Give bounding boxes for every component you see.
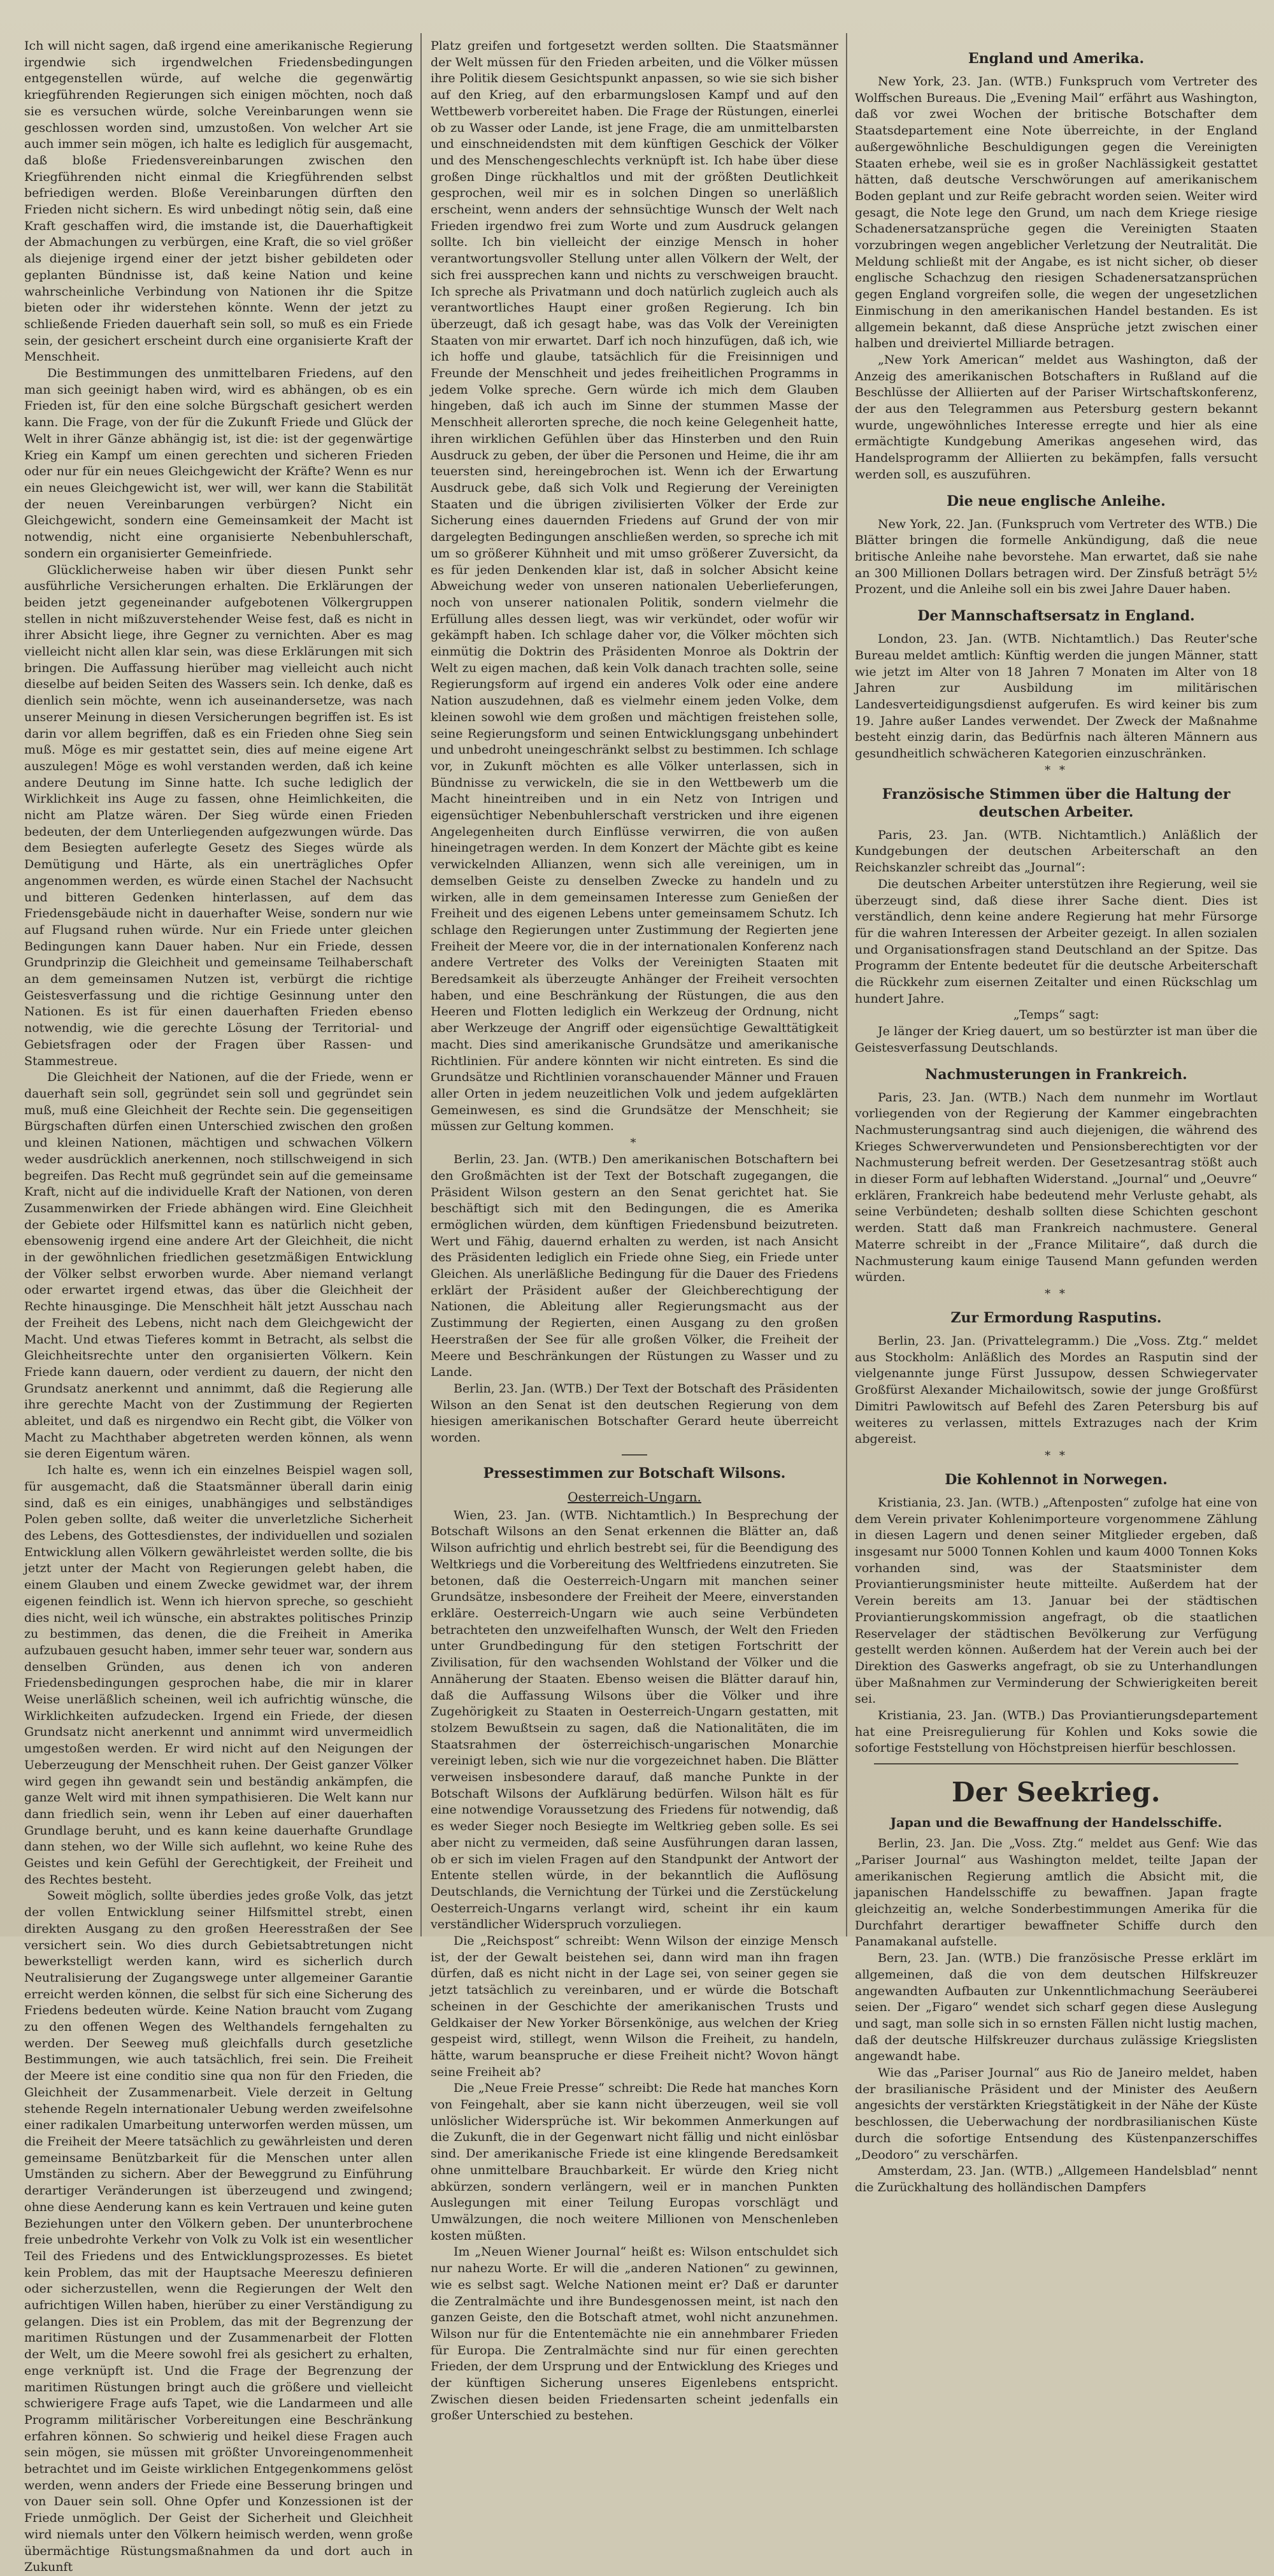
section-heading-england-amerika: England und Amerika. (968, 50, 1145, 67)
news-item: Im „Neuen Wiener Journal“ heißt es: Wilson entschuldet sich nur nahezu Worte. Er will die „anderen Nationen“ zu gewinnen, wie es selbst sagt. Welche Nationen meint er? Daß er darunter die Zentralmächte und ihre Bundesgenossen meint, ist nach den ganzen Geiste, den die Botschaft atmet, wohl nicht anzunehmen. Wilson nur für die Ententemächte nie ein annehmbarer Frieden für Europa. Die Zentralmächte sind nur für einen gerechten Frieden, der dem Ursprung und der Entwicklung des Krieges und der künftigen Sicherung unseres Eigenlebens entspricht. Zwischen diesen beiden Friedensarten scheint jedenfalls ein großer Unterschied zu bestehen. (431, 2245, 838, 2423)
paragraph: Glücklicherweise haben wir über diesen Punkt sehr ausführliche Versicherungen erhalten. Die Erklärungen der beiden jetzt gegeneinander aufgebotenen Völkergruppen stellen in nicht mißzuverstehender Weise fest, daß es nicht in ihrer Absicht liege, ihre Gegner zu vernichten. Aber es mag vielleicht nicht allen klar sein, was diese Erklärungen mit sich bringen. Die Auffassung hierüber mag vielleicht auch nicht dieselbe auf beiden Seiten des Wassers sein. Ich denke, daß es dienlich sein möchte, wenn ich auseinandersetze, was nach unserer Meinung in diesen Versicherungen begriffen ist. Es ist darin vor allem begriffen, daß es ein Frieden ohne Sieg sein muß. Möge es mir gestattet sein, dies auf meine eigene Art auszulegen! Möge es wohl verstanden werden, daß ich keine andere Deutung im Sinne hatte. Ich suche lediglich der Wirklichkeit ins Auge zu fassen, ohne Heimlichkeiten, die nicht am Platze wären. Der Sieg würde einen Frieden bedeuten, der dem Unterliegenden aufgezwungen würde. Das dem Besiegten auferlegte Gesetz des Sieges würde als Demütigung und Härte, als ein unerträgliches Opfer angenommen werden, es würde einen Stachel der Nachsucht und bitteren Gedenken hinterlassen, auf dem das Friedensgebäude nicht in dauerhafter Weise, sondern nur wie auf Flugsand ruhen würde. Nur ein Friede unter gleichen Bedingungen kann Dauer haben. Nur ein Friede, dessen Grundprinzip die Gleichheit und gemeinsame Teilhaberschaft an dem gemeinsamen Nutzen ist, verbürgt die richtige Geistesverfassung und die richtige Gesinnung unter den Nationen. Es ist für einen dauerhaften Frieden ebenso notwendig, wie die gerechte Lösung der Territorial- und Gebietsfragen oder der Fragen über Rassen- und Stammestreue. (24, 562, 413, 1068)
section-heading-mannschaftsersatz: Der Mannschaftsersatz in England. (917, 608, 1195, 625)
news-item: Wie das „Pariser Journal“ aus Rio de Janeiro meldet, haben der brasilianische Präsident und der Minister des Aeußern angesichts der verstärkten Kriegstätigkeit in der Nähe der Küste beschlossen, die Ueberwachung der nordbrasilianischen Küste durch die sofortige Entsendung des Küstenpanzerschiffes „Deodoro“ zu verschärfen. (855, 2066, 1257, 2162)
column-rule-left (420, 33, 422, 1936)
news-item: New York, 23. Jan. (WTB.) Funkspruch vom Vertreter des Wolffschen Bureaus. Die „Evening Mail“ erfährt aus Washington, daß vor zwei Wochen der britische Botschafter dem Staatsdepartement eine Note überreichte, in der England außergewöhnliche Beschuldigungen gegen die Vereinigten Staaten erhebe, weil sie es in großer Nachlässigkeit gestattet hätten, daß deutsche Verschwörungen auf amerikanischem Boden geplant und zur Reife gebracht worden seien. Weiter wird gesagt, die Note lege den Grund, um nach dem Kriege riesige Schadenersatzansprüche gegen die Vereinigten Staaten vorzubringen wegen angeblicher Verletzung der Neutralität. Die Meldung schließt mit der Angabe, es ist nicht sicher, ob dieser englische Schachzug den riesigen Schadenersatzansprüchen gegen England vorgreifen solle, die wegen der ungesetzlichen Einmischung in den amerikanischen Handel bestanden. Es ist allgemein bekannt, daß diese Ansprüche jetzt zwischen einer halben und dreiviertel Milliarde betragen. (855, 75, 1257, 351)
news-item: Paris, 23. Jan. (WTB.) Nach dem nunmehr im Wortlaut vorliegenden von der Regierung der Kammer eingebrachten Nachmusterungsantrag sind auch diejenigen, die während des Krieges Schwerverwundeten und Pensionsberechtigten vor der Nachmusterung befreit werden. Der Gesetzesantrag stößt auch in dieser Form auf lebhaften Widerstand. „Journal“ und „Oeuvre“ erklären, Frankreich habe bedeutend mehr Verluste gehabt, als seine Verbündeten; deshalb sollten diese Schichten geschont werden. Statt daß man Frankreich nachmustere. General Materre schreibt in der „France Militaire“, daß durch die Nachmusterung kaum einige Tausend Mann gefunden werden würden. (855, 1090, 1257, 1285)
subheading-oesterreich: Oesterreich-Ungarn. (568, 1489, 701, 1505)
news-item: London, 23. Jan. (WTB. Nichtamtlich.) Das Reuter'sche Bureau meldet amtlich: Künftig werden die jungen Männer, statt wie jetzt im Alter von 18 Jahren 7 Monaten im Alter von 18 Jahren zur Ausbildung im militärischen Landesverteidigungsdienst aufgerufen. Es wird keiner bis zum 19. Jahre außer Landes verwendet. Der Zweck der Maßnahme besteht einzig darin, das Bedürfnis nach älteren Männern aus gesundheitlich schwächeren Kategorien einzuschränken. (855, 632, 1257, 761)
news-item: Berlin, 23. Jan. Die „Voss. Ztg.“ meldet aus Genf: Wie das „Pariser Journal“ aus Washington meldet, teilte Japan der amerikanischen Regierung amtlich die Absicht mit, die japanischen Handelsschiffe zu bewaffnen. Japan fragte gleichzeitig an, welche Sonderbestimmungen Amerika für die Durchfahrt derartiger bewaffneter Schiffe durch den Panamakanal aufstelle. (855, 1836, 1257, 1949)
paragraph: Ich will nicht sagen, daß irgend eine amerikanische Regierung irgendwie sich irgendwelchen Friedensbedingungen entgegenstellen würde, auf welche die gegenwärtig kriegführenden Regierungen sich einigen möchten, noch daß sie es versuchen würde, solche Vereinbarungen wenn sie geschlossen worden sind, umzustoßen. Von welcher Art sie auch immer sein mögen, ich halte es lediglich für ausgemacht, daß bloße Friedensvereinbarungen zwischen den Kriegführenden nicht einmal die Kriegführenden selbst befriedigen werden. Bloße Vereinbarungen dürften den Frieden nicht sichern. Es wird unbedingt nötig sein, daß eine Kraft geschaffen wird, die imstande ist, die Dauerhaftigkeit der Abmachungen zu verbürgen, eine Kraft, die so viel größer als diejenige irgend einer der jetzt bisher gebildeten oder geplanten Bündnisse ist, daß keine Nation und keine wahrscheinliche Verbindung von Nationen ihr die Spitze bieten oder ihr widerstehen könnte. Wenn der jetzt zu schließende Frieden dauerhaft sein soll, so muß es ein Friede sein, der gesichert erscheint durch eine organisierte Kraft der Menschheit. (24, 39, 413, 364)
quote-source: „Temps“ sagt: (1013, 1008, 1099, 1022)
news-item: Kristiania, 23. Jan. (WTB.) „Aftenposten“ zufolge hat eine von dem Verein privater Kohlenimporteure vorgenommene Zählung in diesen Lagern und denen seiner Mitglieder ergeben, daß insgesamt nur 5000 Tonnen Kohlen und kaum 4000 Tonnen Koks vorhanden sind, was der Staatsminister dem Proviantierungsminister heute mitteilte. Außerdem hat der Verein bereits am 13. Januar bei der städtischen Proviantierungskommission angefragt, ob die staatlichen Reservelager der städtischen Bevölkerung zur Verfügung gestellt werden können. Außerdem hat der Verein auch bei der Direktion des Gaswerks angefragt, ob sie zu Unterhandlungen über Maßnahmen zur Verminderung der Schwierigkeiten bereit sei. (855, 1495, 1257, 1707)
column-rule-right (846, 33, 847, 1936)
news-item: Wien, 23. Jan. (WTB. Nichtamtlich.) In Besprechung der Botschaft Wilsons an den Senat erkennen die Blätter an, daß Wilson aufrichtig und ehrlich bestrebt sei, für die Beendigung des Weltkriegs und die Vorbereitung des Weltfriedens einzutreten. Sie betonen, daß die Oesterreich-Ungarn mit manchen seiner Grundsätze, insbesondere der Freiheit der Meere, einverstanden erkläre. Oesterreich-Ungarn wie auch seine Verbündeten betrachteten den unzweifelhaften Wunsch, der Welt den Frieden unter Grundbedingung für den stetigen Fortschritt der Zivilisation, für den wachsenden Wohlstand der Völker und die Annäherung der Staaten. Ebenso weisen die Blätter darauf hin, daß die Auffassung Wilsons über die Völker und ihre Zugehörigkeit zu Staaten in Oesterreich-Ungarn gestatten, mit stolzem Bewußtsein zu sagen, daß die Nationalitäten, die im Staatsrahmen der österreichisch-ungarischen Monarchie vereinigt leben, sich wie nur die vorgezeichnet haben. Die Blätter verweisen insbesondere darauf, daß manche Punkte in der Botschaft Wilsons der Aufklärung bedürfen. Wilson hält es für eine notwendige Voraussetzung des Friedens für notwendig, daß es weder Sieger noch Besiegte im Weltkrieg geben solle. Es sei aber nicht zu vermeiden, daß seine Ausführungen daran lassen, ob er sich im vielen Fragen auf den Standpunkt der Antwort der Entente stellen würde, in der bekanntlich die Auflösung Deutschlands, die Vernichtung der Türkei und die Zerstückelung Oesterreich-Ungarns verlangt wird, scheint ihr ein kaum verständlicher Widerspruch vorzuliegen. (431, 1508, 838, 1932)
section-heading-pressestimmen: Pressestimmen zur Botschaft Wilsons. (483, 1464, 786, 1482)
paragraph: Soweit möglich, sollte überdies jedes große Volk, das jetzt der vollen Entwicklung seiner Hilfsmittel strebt, einen direkten Ausgang zu den großen Heeresstraßen der See versichert sein. Wo dies durch Gebietsabtretungen nicht bewerkstelligt werden kann, wird es sicherlich durch Neutralisierung der Zugangswege unter allgemeiner Garantie erreicht werden können, die selbst für sich eine Sicherung des Friedens bedeuten würde. Keine Nation braucht vom Zugang zu den offenen Wegen des Welthandels ferngehalten zu werden. Der Seeweg muß gleichfalls durch gesetzliche Bestimmungen, wie auch tatsächlich, frei sein. Die Freiheit der Meere ist eine conditio sine qua non für den Frieden, die Gleichheit der Zusammenarbeit. Viele derzeit in Geltung stehende Regeln internationaler Uebung werden zweifelsohne einer radikalen Umarbeitung unterworfen werden müssen, um die Freiheit der Meere tatsächlich zu gewährleisten und deren gemeinsame Benützbarkeit für die Menschen unter allen Umständen zu sichern. Aber der Beweggrund zu Einführung derartiger Veränderungen ist überzeugend und zwingend; ohne diese Aenderung kann es kein Vertrauen und keine guten Beziehungen unter den Völkern geben. Der ununterbrochene freie unbedrohte Verkehr von Volk zu Volk ist ein wesentlicher Teil des Friedens und des Entwicklungsprozesses. Es bietet kein Problem, das mit der Hauptsache Meereszu definieren oder sicherzustellen, wenn die Regierungen der Welt den aufrichtigen Willen haben, hierüber zu einer Verständigung zu gelangen. Dies ist ein Problem, das mit der Begrenzung der maritimen Rüstungen und der Zusammenarbeit der Flotten der Welt, um die Meere sowohl frei als gesichert zu erhalten, enge verknüpft ist. Und die Frage der Begrenzung der maritimen Rüstungen bringt auch die größere und vielleicht schwierigere Frage aufs Tapet, wie die Landarmeen und alle Programm militärischer Vorbereitungen eine Beschränkung erfahren können. So schwierig und heikel diese Fragen auch sein mögen, sie müssen mit größter Unvoreingenommenheit betrachtet und im Geiste wirklichen Entgegenkommens gelöst werden, wenn anders der Friede eine Besserung bringen und von Dauer sein soll. Ohne Opfer und Konzessionen ist der Friede unmöglich. Der Geist der Sicherheit und Gleichheit wird niemals unter den Völkern heimisch werden, wenn große übermächtige Rüstungsmaßnahmen da und dort auch in Zukunft (24, 1889, 413, 2575)
section-heading-anleihe: Die neue englische Anleihe. (947, 492, 1166, 510)
column-middle (431, 38, 838, 2423)
paragraph: Platz greifen und fortgesetzt werden sollten. Die Staatsmänner der Welt müssen für den Frieden arbeiten, und die Völker müssen ihre Politik diesem Gesichtspunkt anpassen, so wie sie sich bisher auf den Krieg, auf den erbarmungslosen Kampf und auf den Wettbewerb vorbereitet haben. Die Frage der Rüstungen, einerlei ob zu Wasser oder Lande, ist jene Frage, die am unmittelbarsten und einschneidendsten mit dem künftigen Geschick der Völker und des Menschengeschlechts verknüpft ist. Ich habe über diese großen Dinge rückhaltlos und mit der größten Deutlichkeit gesprochen, weil mir es in solchen Dingen so unerläßlich erscheint, wenn anders der sehnsüchtige Wunsch der Welt nach Frieden irgendwo frei zum Worte und zum Ausdruck gelangen sollte. Ich bin vielleicht der einzige Mensch in hoher verantwortungsvoller Stellung unter allen Völkern der Welt, der sich frei aussprechen kann und nichts zu verschweigen braucht. Ich spreche als Privatmann und doch natürlich zugleich auch als verantwortliches Haupt einer großen Regierung. Ich bin überzeugt, daß ich gesagt habe, was das Volk der Vereinigten Staaten von mir erwartet. Darf ich noch hinzufügen, daß ich, wie ich hoffe und glaube, tatsächlich für die Freisinnigen und Freunde der Menschheit und jedes freiheitlichen Programms in jedem Volke spreche. Gern würde ich mich dem Glauben hingeben, daß ich auch im Sinne der stummen Masse der Menschheit allerorten spreche, die noch keine Gelegenheit hatte, ihren wirklichen Gefühlen über das Hinsterben und den Ruin Ausdruck zu geben, der über die Personen und Heime, die ihr am teuersten sind, hereingebrochen ist. Wenn ich der Erwartung Ausdruck gebe, daß sich Volk und Regierung der Vereinigten Staaten und die übrigen zivilisierten Völker der Erde zur Sicherung eines dauernden Friedens auf Grund der von mir dargelegten Bedingungen anschließen werden, so spreche ich mit um so größerer Kühnheit und mit umso größerer Zuversicht, da es für jeden Denkenden klar ist, daß in solcher Absicht keine Abweichung weder von unseren nationalen Ueberlieferungen, noch von unserer nationalen Politik, sondern vielmehr die Erfüllung alles dessen liegt, was wir verkündet, oder wofür wir gekämpft haben. Ich schlage daher vor, die Völker möchten sich einmütig die Doktrin des Präsidenten Monroe als Doktrin der Welt zu eigen machen, daß kein Volk danach trachten solle, seine Regierungsform auf irgend ein anderes Volk oder eine andere Nation auszudehnen, daß es vielmehr einem jeden Volke, dem kleinen sowohl wie dem großen und mächtigen freistehen solle, seine Regierungsform und seinen Entwicklungsgang unbehindert und unbedroht uneingeschränkt selbst zu bestimmen. Ich schlage vor, in Zukunft möchten es alle Völker unterlassen, sich in Bündnisse zu verwickeln, die sie in den Wettbewerb um die Macht hineintreiben und in ein Netz von Intrigen und eigensüchtiger Nebenbuhlerschaft verstricken und ihre eigenen Angelegenheiten durch Einflüsse verwirren, die von außen hineingetragen werden. In dem Konzert der Mächte gibt es keine verwickelnden Allianzen, wenn sich alle vereinigen, um in demselben Geiste zu denselben Zwecke zu handeln und zu wirken, alle in dem gemeinsamen Interesse zum Genießen der Freiheit und des eigenen Lebens unter gemeinsamem Schutz. Ich schlage den Regierungen unter Zustimmung der Regierten jene Freiheit der Meere vor, die in der internationalen Konferenz nach andere Vertreter des Volks der Vereinigten Staaten mit Beredsamkeit als überzeugte Anhänger der Freiheit versochten haben, und eine Beschränkung der Rüstungen, die aus den Heeren und Flotten lediglich ein Werkzeug der Ordnung, nicht aber Werkzeuge der Angriff oder eigensüchtige Gewalttätigkeit macht. Dies sind amerikanische Grundsätze und amerikanische Richtlinien. Für andere könnten wir nicht eintreten. Es sind die Grundsätze und Richtlinien voranschauender Männer und Frauen aller Orten in jedem neuzeitlichen Volk und jedem aufgeklärten Gemeinwesen, es sind die Grundsätze der Menschheit; sie müssen zur Geltung kommen. (431, 39, 838, 1134)
news-item: Je länger der Krieg dauert, um so bestürzter ist man über die Geistesverfassung Deutschlands. (855, 1024, 1257, 1055)
column-left (24, 38, 413, 2575)
news-item: Bern, 23. Jan. (WTB.) Die französische Presse erklärt im allgemeinen, daß die von dem deutschen Hilfskreuzer angewandten Aufbauten zur Unkenntlichmachung Seeräuberei seien. Der „Figaro“ wendet sich scharf gegen diese Auslegung und sagt, man solle sich in so ernsten Fällen nicht lustig machen, daß der deutsche Hilfskreuzer durchaus zulässige Kriegslisten angewandt habe. (855, 1951, 1257, 2064)
news-item: „New York American“ meldet aus Washington, daß der Anzeig des amerikanischen Botschafters in Rußland auf die Beschlüsse der Alliierten auf der Pariser Wirtschaftskonferenz, der aus den Telegrammen aus Petersburg gestern bekannt wurde, ungewöhnliches Interesse erregte und hier als eine ermächtigte Kundgebung Amerikas angesehen wird, das Handelsprogramm der Alliierten zu bekämpfen, falls versucht werden soll, es auszuführen. (855, 352, 1257, 482)
paragraph: Ich halte es, wenn ich ein einzelnes Beispiel wagen soll, für ausgemacht, daß die Staatsmänner überall darin einig sind, daß es ein einiges, unabhängiges und selbständiges Polen geben sollte, daß weiter die unverletzliche Sicherheit des Lebens, des Gottesdienstes, der individuellen und sozialen Entwicklung allen Völkern gewährleistet werden sollte, die bis jetzt unter der Macht von Regierungen gelebt haben, die einem Glauben und einem Zwecke gewidmet war, der ihrem eigenen feindlich ist. Wenn ich hiervon spreche, so geschieht dies nicht, weil ich wünsche, ein abstraktes politisches Prinzip zu bestimmen, das denen, die die Freiheit in Amerika aufzubauen gesucht haben, immer sehr teuer war, sondern aus denselben Gründen, aus denen ich von anderen Friedensbedingungen gesprochen habe, die mir in klarer Weise unerläßlich scheinen, weil ich aufrichtig wünsche, die Wirklichkeiten aufzudecken. Irgend ein Friede, der diesen Grundsatz nicht anerkennt und annimmt wird unvermeidlich umgestoßen werden. Er wird nicht auf den Neigungen der Ueberzeugung der Menschheit ruhen. Der Geist ganzer Völker wird gegen ihn gewandt sein und beständig ankämpfen, die ganze Welt wird mit ihnen sympathisieren. Die Welt kann nur dann friedlich sein, wenn ihr Leben auf einer dauerhaften Grundlage beruht, und es kann keine dauerhafte Grundlage dann stehen, wo der Wille sich auflehnt, wo keine Ruhe des Geistes und kein Gefühl der Gerechtigkeit, der Freiheit und des Rechtes besteht. (24, 1463, 413, 1887)
separator-mark: * * (1045, 763, 1068, 777)
separator-mark: * * (1045, 1287, 1068, 1301)
news-item: Berlin, 23. Jan. (Privattelegramm.) Die „Voss. Ztg.“ meldet aus Stockholm: Anläßlich des Mordes an Rasputin sind der vielgenannte junge Fürst Jussupow, dessen Schwiegervater Großfürst Alexander Michailowitsch, sowie der junge Großfürst Dimitri Pawlowitsch auf Befehl des Zaren Petersburg bis auf weiteres zu verlassen, mittels Extrazuges nach der Krim abgereist. (855, 1334, 1257, 1447)
news-item: Die deutschen Arbeiter unterstützen ihre Regierung, weil sie überzeugt sind, daß diese ihrer Sache dient. Dies ist verständlich, denn keine andere Regierung hat mehr Fürsorge für die wahren Interessen der Arbeiter gezeigt. In allen sozialen und Organisationsfragen stand Deutschland an der Spitze. Das Programm der Entente bedeutet für die deutsche Arbeiterschaft die Rückkehr zum eisernen Zeitalter und einen Rückschlag um hundert Jahre. (855, 877, 1257, 1006)
divider (622, 1454, 647, 1456)
section-heading-franzoesische-stimmen: Französische Stimmen über die Haltung der deutschen Arbeiter. (882, 785, 1231, 820)
section-heading-kohlennot: Die Kohlennot in Norwegen. (945, 1471, 1168, 1488)
column-right (855, 45, 1257, 2194)
divider (874, 1763, 1238, 1764)
separator-mark: * * (1045, 1449, 1068, 1463)
separator-mark: * (630, 1136, 639, 1150)
section-heading-nachmusterungen: Nachmusterungen in Frankreich. (925, 1066, 1187, 1083)
section-heading-seekrieg: Der Seekrieg. (951, 1777, 1161, 1808)
news-item: Kristiania, 23. Jan. (WTB.) Das Proviantierungsdepartement hat eine Preisregulierung für Kohlen und Koks sowie die sofortige Feststellung von Höchstpreisen hierfür beschlossen. (855, 1708, 1257, 1756)
news-item: Berlin, 23. Jan. (WTB.) Den amerikanischen Botschaftern bei den Großmächten ist der Text der Botschaft zugegangen, die Präsident Wilson gestern an den Senat gerichtet hat. Sie beschäftigt sich mit den Bedingungen, die es Amerika ermöglichen würden, dem künftigen Friedensbund beizutreten. Wert und Fähig, dauernd erhalten zu werden, ist nach Ansicht des Präsidenten lediglich ein Friede ohne Sieg, ein Friede unter Gleichen. Als unerläßliche Bedingung für die Dauer des Friedens erklärt der Präsident außer der Gleichberechtigung der Nationen, die Ableitung aller Regierungsmacht aus der Zustimmung der Regierten, einen Ausgang zu den großen Heerstraßen der See für alle großen Völker, die Freiheit der Meere und Beschränkungen der Rüstungen zu Wasser und zu Lande. (431, 1152, 838, 1380)
news-item: New York, 22. Jan. (Funkspruch vom Vertreter des WTB.) Die Blätter bringen die formelle Ankündigung, daß die neue britische Anleihe nahe bevorstehe. Man erwartet, daß sie nahe an 300 Millionen Dollars betragen wird. Der Zinsfuß beträgt 5½ Prozent, und die Anleihe soll ein bis zwei Jahre Dauer haben. (855, 517, 1257, 597)
news-item: Paris, 23. Jan. (WTB. Nichtamtlich.) Anläßlich der Kundgebungen der deutschen Arbeiterschaft an den Reichskanzler schreibt das „Journal“: (855, 827, 1257, 875)
news-item: Amsterdam, 23. Jan. (WTB.) „Allgemeen Handelsblad“ nennt die Zurückhaltung des holländischen Dampfers (855, 2164, 1257, 2194)
paragraph: Die Bestimmungen des unmittelbaren Friedens, auf den man sich geeinigt haben wird, wird es abhängen, ob es ein Frieden ist, für den eine solche Bürgschaft gesichert werden kann. Die Frage, von der für die Zukunft Friede und Glück der Welt in ihrer Gänze abhängig ist, ist die: ist der gegenwärtige Krieg ein Kampf um einen gerechten und sicheren Frieden oder nur für ein neues Gleichgewicht der Kräfte? Wenn es nur ein neues Gleichgewicht ist, wer will, wer kann die Stabilität der neuen Vereinbarungen verbürgen? Nicht ein Gleichgewicht, sondern eine Gemeinsamkeit der Macht ist notwendig, nicht eine organisierte Nebenbuhlerschaft, sondern ein organisierter Gemeinfriede. (24, 366, 413, 561)
section-heading-rasputin: Zur Ermordung Rasputins. (950, 1310, 1162, 1326)
news-item: Berlin, 23. Jan. (WTB.) Der Text der Botschaft des Präsidenten Wilson an den Senat ist den deutschen Regierung von dem hiesigen amerikanischen Botschafter Gerard heute überreicht worden. (431, 1381, 838, 1445)
news-item: Die „Reichspost“ schreibt: Wenn Wilson der einzige Mensch ist, der der Gewalt beistehen sei, dann wird man ihn fragen dürfen, daß es nicht nicht in der Lage sei, von seiner gegen sie jetzt tatsächlich zu vereinbaren, und er würde die Botschaft scheinen in der Geschichte der amerikanischen Trusts und Geldkaiser der New Yorker Börsenkönige, aus welchen der Krieg gespeist wird, stillegt, wenn Wilson die Freiheit, zu handeln, hätte, warum beanspruche er diese Freiheit nicht? Wovon hängt seine Freiheit ab? (431, 1934, 838, 2079)
news-item: Die „Neue Freie Presse“ schreibt: Die Rede hat manches Korn von Feingehalt, aber sie kann nicht überzeugen, weil sie voll unlöslicher Widersprüche ist. Wir bekommen Anmerkungen auf die Zukunft, die in der Gegenwart nicht fällig und nicht einlösbar sind. Der amerikanische Friede ist eine klingende Beredsamkeit ohne unmittelbare Brauchbarkeit. Er würde den Krieg nicht abkürzen, sondern verlängern, weil er in manchen Punkten Auslegungen mit einer Teilung Europas vorschlägt und Umwälzungen, die noch weitere Millionen von Menschenleben kosten müßten. (431, 2081, 838, 2243)
paragraph: Die Gleichheit der Nationen, auf die der Friede, wenn er dauerhaft sein soll, gegründet sein soll und gegründet sein muß, muß eine Gleichheit der Rechte sein. Die gegenseitigen Bürgschaften dürfen einen Unterschied zwischen den großen und kleinen Nationen, mächtigen und schwachen Völkern weder ausdrücklich anerkennen, noch stillschweigend in sich begreifen. Das Recht muß gegründet sein auf die gemeinsame Kraft, nicht auf die individuelle Kraft der Nationen, von deren Zusammenwirken der Friede abhängen wird. Eine Gleichheit der Gebiete oder Hilfsmittel kann es natürlich nicht geben, ebensowenig irgend eine andere Art der Gleichheit, die nicht in der gewöhnlichen friedlichen gesetzmäßigen Entwicklung der Völker selbst erworben wurde. Aber niemand verlangt oder erwartet irgend etwas, das über die Gleichheit der Rechte hinausginge. Die Menschheit hält jetzt Ausschau nach der Freiheit des Lebens, nicht nach dem Gleichgewicht der Macht. Und etwas Tieferes kommt in Betracht, als selbst die Gleichheitsrechte unter den organisierten Völkern. Kein Friede kann dauern, oder verdient zu dauern, der nicht den Grundsatz anerkennt und annimmt, daß die Regierung alle ihre gerechte Macht von der Zustimmung der Regierten ableitet, und daß es nirgendwo ein Recht gibt, die Völker von Macht zu Machthaber abgetreten werden können, als wenn sie deren Eigentum wären. (24, 1070, 413, 1461)
subheading-japan: Japan und die Bewaffnung der Handelsschiffe. (890, 1815, 1222, 1831)
